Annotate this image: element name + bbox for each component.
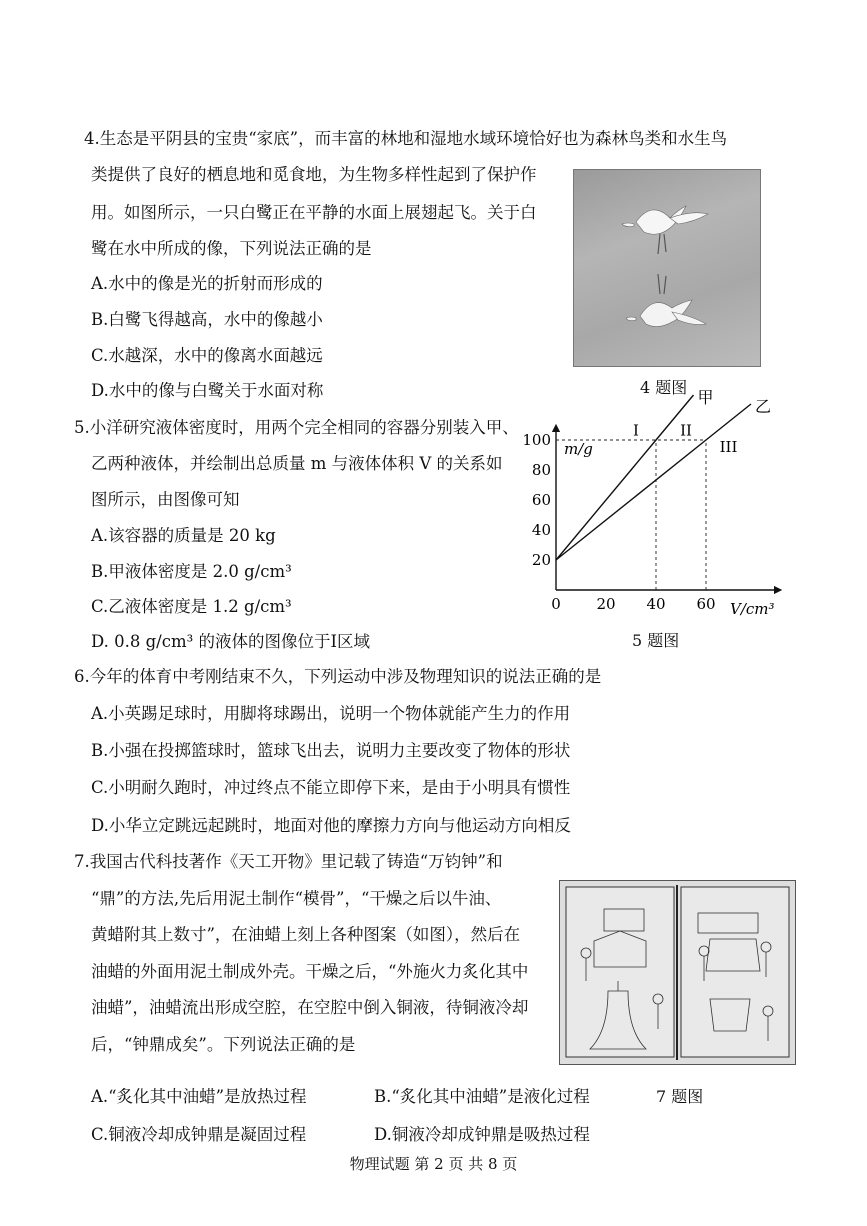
- figure-4-caption: 4 题图: [640, 378, 688, 397]
- region-label-III: III: [719, 438, 738, 456]
- y-tick-label: 40: [531, 521, 551, 539]
- figure-7-caption: 7 题图: [656, 1087, 704, 1106]
- series-line-1: [556, 395, 694, 560]
- q6-option-c: C.小明耐久跑时，冲过终点不能立即停下来，是由于小明具有惯性: [91, 778, 571, 797]
- mass-volume-chart: [520, 388, 790, 632]
- q4-stem-line-4: 鹭在水中所成的像，下列说法正确的是: [91, 239, 372, 258]
- region-label-II: II: [680, 421, 692, 440]
- q5-option-b: B.甲液体密度是 2.0 g/cm³: [91, 562, 292, 581]
- q5-stem-line-1: 5.小洋研究液体密度时，用两个完全相同的容器分别装入甲、: [74, 418, 519, 437]
- q4-stem-line-2: 类提供了良好的栖息地和觅食地，为生物多样性起到了保护作: [91, 165, 537, 184]
- q7-stem-line-6: 后，“钟鼎成矣”。下列说法正确的是: [91, 1035, 356, 1054]
- series-line-2: [556, 404, 751, 560]
- x-tick-label: 20: [596, 595, 616, 613]
- q7-stem-line-4: 油蜡的外面用泥土制成外壳。干燥之后，“外施火力炙化其中: [91, 962, 529, 981]
- page-footer: 物理试题 第 2 页 共 8 页: [349, 1155, 518, 1173]
- q4-option-c: C.水越深，水中的像离水面越远: [91, 346, 323, 365]
- x-tick-label: 60: [696, 595, 716, 613]
- q7-option-c: C.铜液冷却成钟鼎是凝固过程: [91, 1125, 307, 1144]
- egret-illustration: [574, 170, 760, 366]
- x-tick-label: 0: [551, 595, 561, 613]
- figure-5-caption: 5 题图: [632, 631, 680, 650]
- y-tick-label: 100: [522, 431, 551, 449]
- q6-stem-line-1: 6.今年的体育中考刚结束不久，下列运动中涉及物理知识的说法正确的是: [74, 667, 602, 686]
- q5-stem-line-3: 图所示，由图像可知: [91, 490, 240, 509]
- q5-option-a: A.该容器的质量是 20 kg: [91, 526, 276, 545]
- q7-option-b: B.“炙化其中油蜡”是液化过程: [374, 1087, 590, 1106]
- q7-option-d: D.铜液冷却成钟鼎是吸热过程: [374, 1125, 590, 1144]
- y-tick-label: 80: [531, 461, 551, 479]
- q4-option-b: B.白鹭飞得越高，水中的像越小: [91, 310, 323, 329]
- x-tick-label: 40: [646, 595, 666, 613]
- q5-option-d: D. 0.8 g/cm³ 的液体的图像位于Ⅰ区域: [91, 632, 371, 651]
- series-label-2: 乙: [755, 397, 772, 416]
- q7-stem-line-1: 7.我国古代科技著作《天工开物》里记载了铸造“万钧钟”和: [74, 852, 503, 871]
- q4-option-a: A.水中的像是光的折射而形成的: [91, 274, 323, 293]
- region-label-I: I: [633, 421, 639, 440]
- q6-option-a: A.小英踢足球时，用脚将球踢出，说明一个物体就能产生力的作用: [91, 704, 571, 723]
- woodcut-illustration: [560, 881, 795, 1064]
- q4-stem-line-1: 4.生态是平阴县的宝贵“家底”，而丰富的林地和湿地水域环境恰好也为森林鸟类和水生鸟: [84, 129, 728, 148]
- q7-stem-line-3: 黄蜡附其上数寸”，在油蜡上刻上各种图案（如图），然后在: [91, 925, 521, 944]
- q6-option-d: D.小华立定跳远起跳时，地面对他的摩擦力方向与他运动方向相反: [91, 816, 571, 835]
- y-tick-label: 60: [531, 491, 551, 509]
- tiangong-kaiwu-woodcut: [559, 880, 796, 1065]
- x-axis-label: V/cm³: [730, 600, 775, 618]
- q4-option-d: D.水中的像与白鹭关于水面对称: [91, 381, 324, 400]
- q7-option-a: A.“炙化其中油蜡”是放热过程: [91, 1087, 307, 1106]
- q4-stem-line-3: 用。如图所示，一只白鹭正在平静的水面上展翅起飞。关于白: [91, 203, 537, 222]
- y-axis-label: m/g: [564, 440, 593, 458]
- q7-stem-line-2: “鼎”的方法,先后用泥土制作“模骨”，“干燥之后以牛油、: [91, 889, 502, 908]
- series-label-1: 甲: [697, 388, 714, 407]
- q6-option-b: B.小强在投掷篮球时，篮球飞出去，说明力主要改变了物体的形状: [91, 741, 571, 760]
- y-tick-label: 20: [531, 551, 551, 569]
- q7-stem-line-5: 油蜡”，油蜡流出形成空腔，在空腔中倒入铜液，待铜液冷却: [91, 998, 529, 1017]
- q5-option-c: C.乙液体密度是 1.2 g/cm³: [91, 597, 292, 616]
- egret-photo: [573, 169, 761, 367]
- q5-stem-line-2: 乙两种液体，并绘制出总质量 m 与液体体积 V 的关系如: [91, 454, 503, 473]
